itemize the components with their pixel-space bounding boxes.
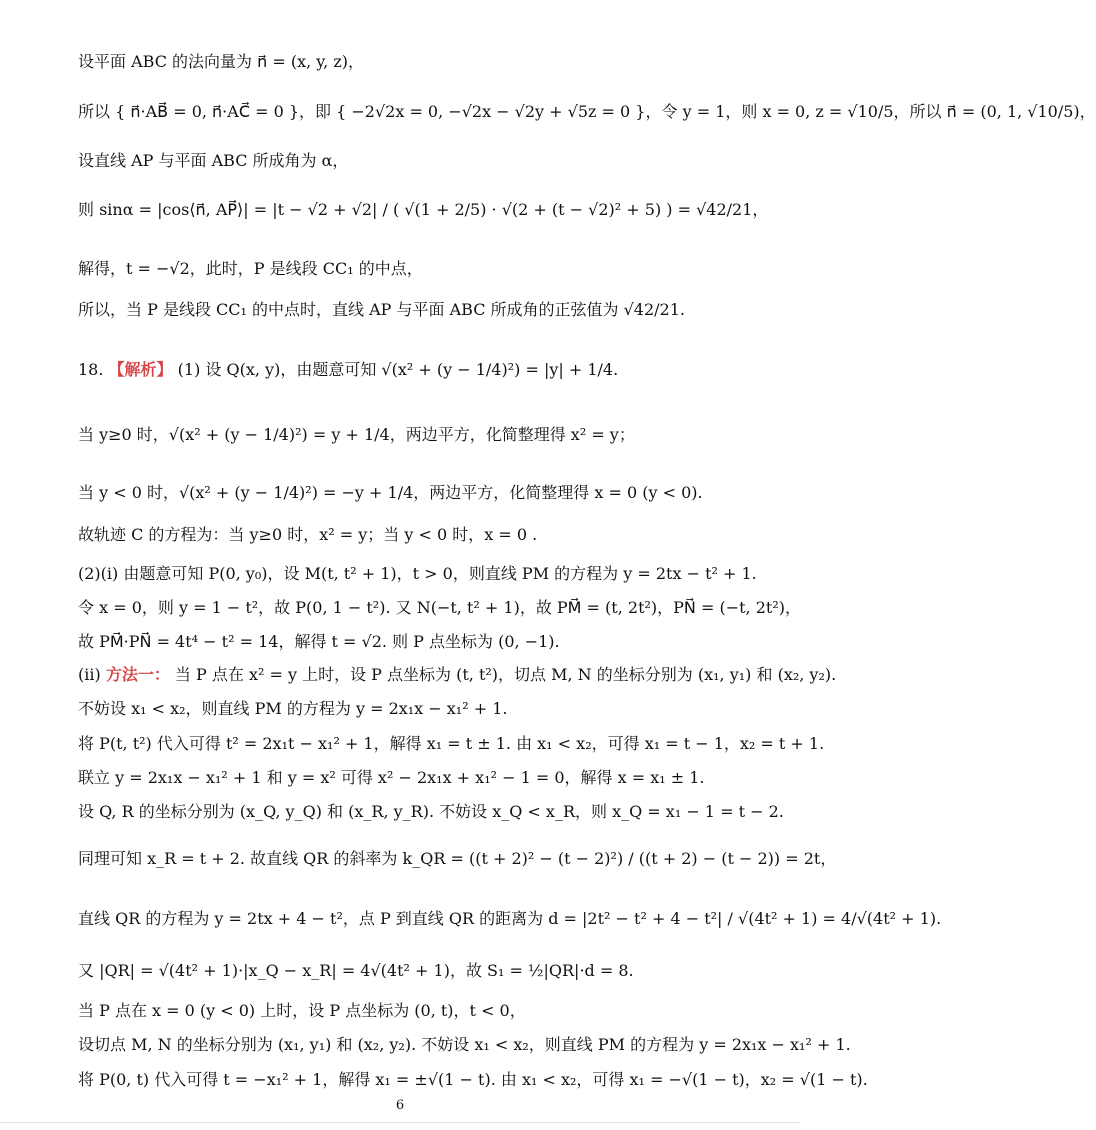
line-normal-system: 所以 { n⃗·AB⃗ = 0, n⃗·AC⃗ = 0 }，即 { −2√2x = 0, −√2x − √2y + √5z = 0 }，令 y = 1，则 x = 0, z = √10/5，所以 n⃗ = (0, 1, √10/5)， xyxy=(78,102,1096,121)
line-sin-formula: 则 sinα = |cos⟨n⃗, AP⃗⟩| = |t − √2 + √2| / ( √(1 + 2/5) · √(2 + (t − √2)² + 5) ) = √42/21， xyxy=(78,200,769,219)
line-q-r-coords: 设 Q, R 的坐标分别为 (x_Q, y_Q) 和 (x_R, y_R). 不妨设 x_Q < x_R，则 x_Q = x₁ − 1 = t − 2. xyxy=(78,802,784,821)
line-p-on-x0: 当 P 点在 x = 0 (y < 0) 上时，设 P 点坐标为 (0, t)，t < 0， xyxy=(78,1001,526,1020)
footer-divider xyxy=(0,1122,800,1123)
line-dot-product: 故 PM⃗·PN⃗ = 4t⁴ − t² = 14，解得 t = √2. 则 P 点坐标为 (0, −1). xyxy=(78,632,560,651)
part-ii-prefix: (ii) xyxy=(78,665,101,684)
line-case-y-nonneg: 当 y≥0 时，√(x² + (y − 1/4)²) = y + 1/4，两边平方，化简整理得 x² = y； xyxy=(78,425,635,444)
line-part2-i: (2)(i) 由题意可知 P(0, y₀)，设 M(t, t² + 1)，t > 0，则直线 PM 的方程为 y = 2tx − t² + 1. xyxy=(78,564,757,583)
line-distance: 直线 QR 的方程为 y = 2tx + 4 − t²，点 P 到直线 QR 的距离为 d = |2t² − t² + 4 − t²| / √(4t² + 1) = 4/√(4t² + 1). xyxy=(78,909,942,928)
analysis-tag: 【解析】 xyxy=(108,360,173,379)
line-substitute-p0t: 将 P(0, t) 代入可得 t = −x₁² + 1，解得 x₁ = ±√(1 − t). 由 x₁ < x₂，可得 x₁ = −√(1 − t)，x₂ = √(1 − t). xyxy=(78,1070,868,1089)
line-conclusion-17: 所以，当 P 是线段 CC₁ 的中点时，直线 AP 与平面 ABC 所成角的正弦值为 √42/21. xyxy=(78,300,686,319)
page-number: 6 xyxy=(395,1098,405,1113)
line-trajectory: 故轨迹 C 的方程为：当 y≥0 时，x² = y；当 y < 0 时，x = 0 . xyxy=(78,525,538,544)
line-q18-intro xyxy=(78,359,768,381)
method-one-tag: 方法一： xyxy=(105,665,170,684)
part-ii-text: 当 P 点在 x² = y 上时，设 P 点坐标为 (t, t²)，切点 M, N 的坐标分别为 (x₁, y₁) 和 (x₂, y₂). xyxy=(174,665,837,684)
line-tangent-points: 设切点 M, N 的坐标分别为 (x₁, y₁) 和 (x₂, y₂). 不妨设 x₁ < x₂，则直线 PM 的方程为 y = 2x₁x − x₁² + 1. xyxy=(78,1035,851,1054)
line-substitute-p: 将 P(t, t²) 代入可得 t² = 2x₁t − x₁² + 1，解得 x₁ = t ± 1. 由 x₁ < x₂，可得 x₁ = t − 1，x₂ = t + 1. xyxy=(78,734,825,753)
line-assume-x1: 不妨设 x₁ < x₂，则直线 PM 的方程为 y = 2x₁x − x₁² + 1. xyxy=(78,699,508,718)
line-area-s1: 又 |QR| = √(4t² + 1)·|x_Q − x_R| = 4√(4t² + 1)，故 S₁ = ½|QR|·d = 8. xyxy=(78,961,634,980)
q18-part1-text: (1) 设 Q(x, y)，由题意可知 √(x² + (y − 1/4)²) = |y| + 1/4. xyxy=(177,360,619,379)
line-normal-vector: 设平面 ABC 的法向量为 n⃗ = (x, y, z)， xyxy=(78,52,365,71)
line-part2-ii xyxy=(78,664,837,686)
line-slope-qr: 同理可知 x_R = t + 2. 故直线 QR 的斜率为 k_QR = ((t + 2)² − (t − 2)²) / ((t + 2) − (t − 2)) = 2t， xyxy=(78,849,837,868)
question-number: 18. xyxy=(78,360,104,379)
line-solve-t: 解得，t = −√2，此时，P 是线段 CC₁ 的中点， xyxy=(78,259,423,278)
line-point-p: 令 x = 0，则 y = 1 − t²，故 P(0, 1 − t²). 又 N(−t, t² + 1)，故 PM⃗ = (t, 2t²)，PN⃗ = (−t, 2t²)， xyxy=(78,598,801,617)
line-simultaneous: 联立 y = 2x₁x − x₁² + 1 和 y = x² 可得 x² − 2x₁x + x₁² − 1 = 0，解得 x = x₁ ± 1. xyxy=(78,768,705,787)
line-case-y-neg: 当 y < 0 时，√(x² + (y − 1/4)²) = −y + 1/4，两边平方，化简整理得 x = 0 (y < 0). xyxy=(78,483,703,502)
line-angle-def: 设直线 AP 与平面 ABC 所成角为 α， xyxy=(78,151,349,170)
